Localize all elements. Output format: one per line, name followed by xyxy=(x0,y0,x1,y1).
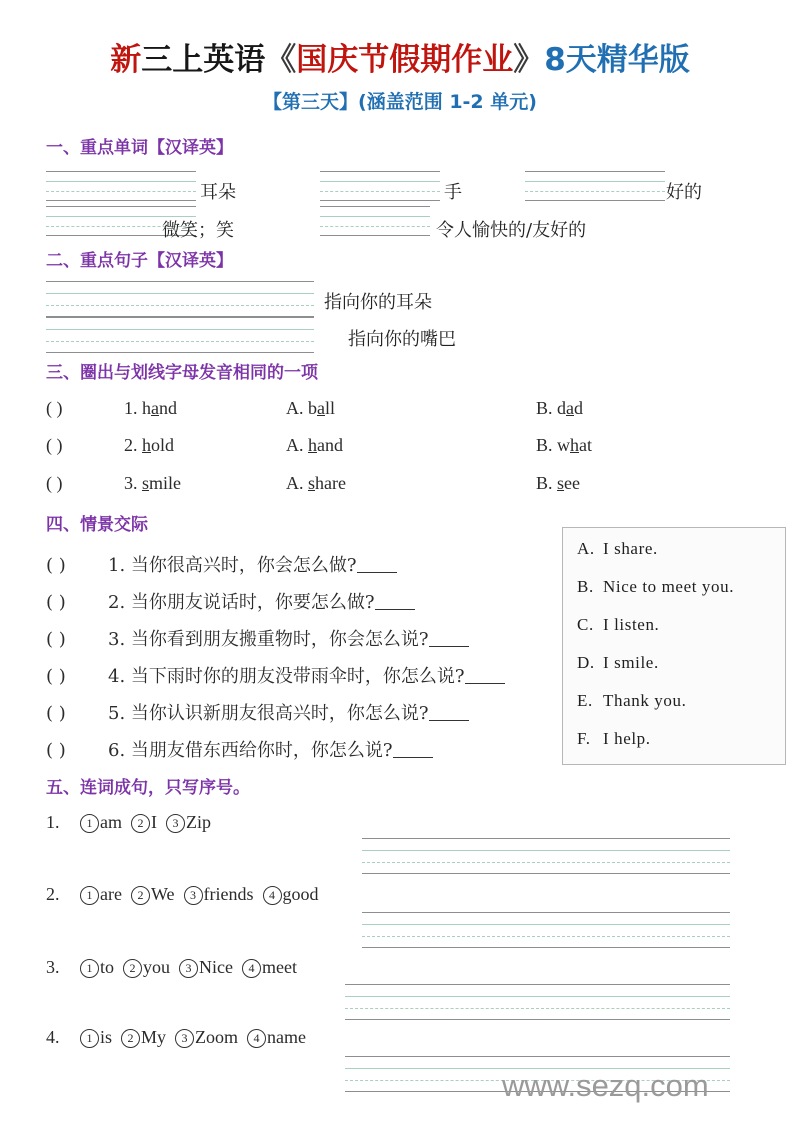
word-chip[interactable] xyxy=(80,812,122,832)
word-text: to xyxy=(100,957,115,977)
circled-number: 2 xyxy=(123,959,142,978)
option-underlined: a xyxy=(317,398,325,418)
sentence-meaning-1: 指向你的耳朵 xyxy=(324,292,432,313)
option-text: I listen. xyxy=(603,615,660,634)
option-text: Nice to meet you. xyxy=(603,577,735,596)
circled-number: 1 xyxy=(80,959,99,978)
stem-underlined: a xyxy=(151,398,159,418)
option-underlined: s xyxy=(557,473,565,493)
situational-row[interactable] xyxy=(46,662,505,694)
word-chip[interactable] xyxy=(131,884,175,904)
answer-paren[interactable]: ( ) xyxy=(46,435,63,455)
answer-blank[interactable] xyxy=(429,631,469,647)
answer-blank[interactable] xyxy=(375,594,415,610)
word-meaning-5: 令人愉快的/友好的 xyxy=(436,220,587,241)
writing-grid[interactable] xyxy=(46,281,314,317)
answer-choice-box xyxy=(562,527,786,765)
circled-number: 1 xyxy=(80,814,99,833)
writing-grid[interactable] xyxy=(320,206,430,236)
page-title xyxy=(0,42,800,79)
writing-grid[interactable] xyxy=(46,317,314,353)
answer-paren[interactable]: ( ) xyxy=(46,703,66,724)
word-chip[interactable] xyxy=(80,957,114,977)
situational-row[interactable] xyxy=(46,625,469,657)
word-chip[interactable] xyxy=(80,884,122,904)
phonics-option-b[interactable] xyxy=(536,473,580,494)
word-chip[interactable] xyxy=(80,1027,112,1047)
option-label: A. xyxy=(286,473,304,493)
answer-option[interactable] xyxy=(577,730,785,747)
word-text: name xyxy=(267,1027,307,1047)
situational-question: 1. 当你很高兴时，你会怎么做? xyxy=(108,555,357,576)
writing-grid[interactable] xyxy=(320,171,440,201)
word-text: My xyxy=(141,1027,167,1047)
option-pre: d xyxy=(557,398,567,418)
title-part-subject: 三上英语 xyxy=(141,42,266,78)
section-heading-sentences: 二、重点句子【汉译英】 xyxy=(46,251,233,271)
stem-post: old xyxy=(151,435,175,455)
option-text: Thank you. xyxy=(603,691,687,710)
stem-post: mile xyxy=(149,473,182,493)
word-meaning-2: 手 xyxy=(444,182,462,203)
stem-pre: h xyxy=(142,398,151,418)
title-bracket-open: 《 xyxy=(265,42,297,78)
phonics-option-a[interactable] xyxy=(286,398,335,419)
word-chip[interactable] xyxy=(123,957,170,977)
option-post: at xyxy=(579,435,593,455)
situational-question: 3. 当你看到朋友搬重物时，你会怎么说? xyxy=(108,629,429,650)
phonics-option-a[interactable] xyxy=(286,473,346,494)
answer-blank[interactable] xyxy=(393,742,433,758)
writing-grid[interactable] xyxy=(345,984,730,1020)
option-text: I share. xyxy=(603,539,658,558)
writing-grid[interactable] xyxy=(362,912,730,948)
word-meaning-3: 好的 xyxy=(666,182,702,203)
option-post: hare xyxy=(315,473,346,493)
word-order-row xyxy=(46,1027,315,1048)
answer-paren[interactable]: ( ) xyxy=(46,629,66,650)
word-text: Nice xyxy=(199,957,233,977)
option-label: B. xyxy=(536,473,553,493)
word-text: Zoom xyxy=(195,1027,239,1047)
situational-row[interactable] xyxy=(46,551,397,583)
option-text: I help. xyxy=(603,729,651,748)
answer-option[interactable] xyxy=(577,654,785,671)
option-label: A. xyxy=(577,539,595,558)
option-label: A. xyxy=(286,435,304,455)
word-chip[interactable] xyxy=(263,884,319,904)
word-chip[interactable] xyxy=(121,1027,166,1047)
row-number: 4. xyxy=(46,1027,60,1047)
option-text: I smile. xyxy=(603,653,659,672)
circled-number: 2 xyxy=(131,886,150,905)
situational-question: 6. 当朋友借东西给你时，你怎么说? xyxy=(108,740,393,761)
title-part-edition: 8天精华版 xyxy=(544,42,690,78)
row-number: 3. xyxy=(46,957,60,977)
word-chip[interactable] xyxy=(242,957,297,977)
option-post: ll xyxy=(325,398,336,418)
word-text: you xyxy=(143,957,171,977)
word-chip[interactable] xyxy=(166,812,211,832)
situational-question: 2. 当你朋友说话时，你要怎么做? xyxy=(108,592,375,613)
phonics-row[interactable] xyxy=(46,473,780,503)
option-post: d xyxy=(574,398,584,418)
stem-post: nd xyxy=(159,398,177,418)
option-underlined: h xyxy=(570,435,580,455)
circled-number: 1 xyxy=(80,1029,99,1048)
situational-question: 4. 当下雨时你的朋友没带雨伞时，你怎么说? xyxy=(108,666,465,687)
writing-grid[interactable] xyxy=(46,171,196,201)
option-pre: w xyxy=(557,435,571,455)
section-heading-phonics: 三、圈出与划线字母发音相同的一项 xyxy=(46,363,318,383)
word-chip[interactable] xyxy=(175,1027,238,1047)
phonics-row[interactable] xyxy=(46,435,780,465)
title-block xyxy=(0,0,800,114)
word-order-row xyxy=(46,884,328,905)
answer-option[interactable] xyxy=(577,578,785,595)
row-number: 1. xyxy=(46,812,60,832)
row-number: 3. xyxy=(124,473,138,493)
word-text: Zip xyxy=(186,812,211,832)
word-text: friends xyxy=(203,884,254,904)
circled-number: 3 xyxy=(175,1029,194,1048)
answer-paren[interactable]: ( ) xyxy=(46,592,66,613)
option-pre: b xyxy=(308,398,317,418)
situational-row[interactable] xyxy=(46,588,415,620)
option-label: C. xyxy=(577,615,594,634)
option-label: B. xyxy=(536,398,553,418)
circled-number: 3 xyxy=(179,959,198,978)
option-label: E. xyxy=(577,691,593,710)
word-chip[interactable] xyxy=(179,957,233,977)
option-post: ee xyxy=(564,473,581,493)
circled-number: 3 xyxy=(184,886,203,905)
stem-underlined: h xyxy=(142,435,151,455)
option-label: D. xyxy=(577,653,595,672)
word-meaning-1: 耳朵 xyxy=(200,182,236,203)
word-text: I xyxy=(151,812,157,832)
answer-blank[interactable] xyxy=(357,557,397,573)
phonics-stem xyxy=(124,473,181,494)
option-underlined: a xyxy=(566,398,575,418)
section-heading-words: 一、重点单词【汉译英】 xyxy=(46,138,233,158)
answer-paren[interactable]: ( ) xyxy=(46,666,66,687)
answer-option[interactable] xyxy=(577,540,785,557)
option-underlined: h xyxy=(308,435,317,455)
answer-option[interactable] xyxy=(577,692,785,709)
phonics-option-b[interactable] xyxy=(536,435,592,456)
option-label: A. xyxy=(286,398,304,418)
sentence-meaning-2: 指向你的嘴巴 xyxy=(348,329,456,350)
word-order-row xyxy=(46,812,220,833)
option-label: B. xyxy=(577,577,594,596)
phonics-stem xyxy=(124,435,174,456)
answer-paren[interactable]: ( ) xyxy=(46,473,63,493)
circled-number: 3 xyxy=(166,814,185,833)
word-text: We xyxy=(150,884,175,904)
writing-grid[interactable] xyxy=(525,171,665,201)
circled-number: 1 xyxy=(80,886,99,905)
option-label: F. xyxy=(577,729,591,748)
answer-blank[interactable] xyxy=(465,668,505,684)
answer-blank[interactable] xyxy=(429,705,469,721)
title-part-new: 新 xyxy=(110,42,142,78)
word-text: meet xyxy=(262,957,297,977)
situational-row[interactable] xyxy=(46,736,433,768)
situational-question: 5. 当你认识新朋友很高兴时，你怎么说? xyxy=(108,703,429,724)
circled-number: 4 xyxy=(263,886,282,905)
page-subtitle: 【第三天】(涵盖范围 1-2 单元) xyxy=(263,91,537,114)
section-heading-situational: 四、情景交际 xyxy=(46,515,148,535)
title-part-topic: 国庆节假期作业 xyxy=(296,42,514,78)
answer-paren[interactable]: ( ) xyxy=(46,555,66,576)
word-order-row xyxy=(46,957,306,978)
answer-option[interactable] xyxy=(577,616,785,633)
site-watermark: www.sezq.com xyxy=(502,1068,709,1103)
word-text: is xyxy=(100,1027,113,1047)
title-bracket-close: 》 xyxy=(513,42,545,78)
word-chip[interactable] xyxy=(247,1027,306,1047)
phonics-row[interactable] xyxy=(46,398,780,428)
word-meaning-4: 微笑；笑 xyxy=(162,220,234,241)
row-number: 2. xyxy=(46,884,60,904)
stem-underlined: s xyxy=(142,473,150,493)
writing-grid[interactable] xyxy=(362,838,730,874)
phonics-stem xyxy=(124,398,177,419)
phonics-option-b[interactable] xyxy=(536,398,583,419)
section-heading-word-order: 五、连词成句，只写序号。 xyxy=(46,778,250,798)
situational-row[interactable] xyxy=(46,699,469,731)
option-underlined: s xyxy=(308,473,316,493)
answer-paren[interactable]: ( ) xyxy=(46,398,63,418)
row-number: 2. xyxy=(124,435,138,455)
circled-number: 4 xyxy=(242,959,261,978)
phonics-option-a[interactable] xyxy=(286,435,343,456)
option-post: and xyxy=(317,435,343,455)
circled-number: 2 xyxy=(131,814,150,833)
word-text: am xyxy=(100,812,122,832)
answer-paren[interactable]: ( ) xyxy=(46,740,66,761)
word-text: are xyxy=(100,884,122,904)
circled-number: 2 xyxy=(121,1029,140,1048)
word-chip[interactable] xyxy=(131,812,157,832)
circled-number: 4 xyxy=(247,1029,266,1048)
word-text: good xyxy=(282,884,319,904)
row-number: 1. xyxy=(124,398,138,418)
option-label: B. xyxy=(536,435,553,455)
word-chip[interactable] xyxy=(184,884,254,904)
